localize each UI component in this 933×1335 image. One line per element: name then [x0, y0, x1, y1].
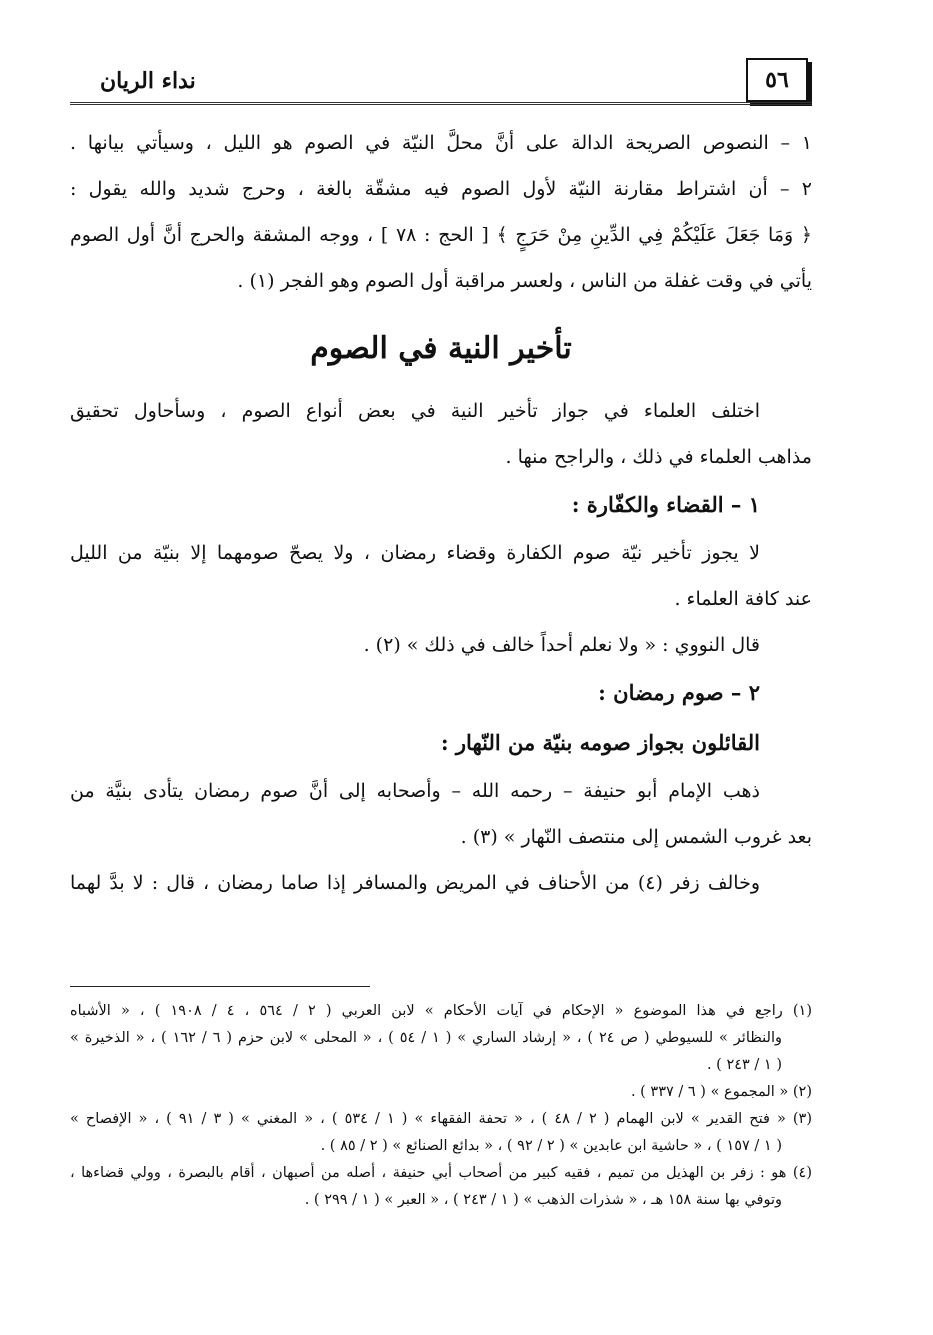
footnote-1-line: والنظائر » للسيوطي ( ص ٢٤ ) ، « إرشاد الساري » ( ١ / ٥٤ ) ، « المحلى » لابن حزم ( ٦ / ١٦٢ ) ، « الذخيرة » [70, 1030, 782, 1046]
page-number: ٥٦ [746, 58, 808, 102]
running-title: نداء الريان [100, 68, 196, 94]
body-line: عند كافة العلماء . [674, 588, 812, 610]
main-text [70, 120, 812, 906]
header-rule [70, 102, 812, 105]
intro-line: اختلف العلماء في جواز تأخير النية في بعض أنواع الصوم ، وسأحاول تحقيق [70, 400, 760, 422]
footnote-1-line: ( ١ / ٢٤٣ ) . [706, 1057, 782, 1073]
body-line: يأتي في وقت غفلة من الناس ، ولعسر مراقبة أول الصوم وهو الفجر (١) . [237, 270, 812, 292]
footnote-3-line: (٣) « فتح القدير » لابن الهمام ( ٢ / ٤٨ ) ، « تحفة الفقهاء » ( ١ / ٥٣٤ ) ، « المغني » ( ٣ / ٩١ ) ، « الإفصاح » [70, 1111, 812, 1127]
intro-line: مذاهب العلماء في ذلك ، والراجح منها . [505, 446, 812, 468]
nawawi-quote: قال النووي : « ولا نعلم أحداً خالف في ذلك » (٢) . [363, 634, 760, 656]
footnote-4-line: وتوفي بها سنة ١٥٨ هـ ، « شذرات الذهب » ( ١ / ٢٤٣ ) ، « العبر » ( ١ / ٢٩٩ ) . [304, 1192, 782, 1208]
footnotes [70, 998, 812, 1214]
book-page [70, 58, 812, 1298]
body-line: ﴿ وَمَا جَعَلَ عَلَيْكُمْ فِي الدِّينِ مِنْ حَرَجٍ ﴾ [ الحج : ٧٨ ] ، ووجه المشقة والحرج أنَّ أول الصوم [70, 224, 812, 246]
body-line: لا يجوز تأخير نيّة صوم الكفارة وقضاء رمضان ، ولا يصحّ صومهما إلا بنيّة من الليل [70, 542, 760, 564]
subheading-ramadan: ٢ – صوم رمضان : [598, 680, 760, 705]
section-title: تأخير النية في الصوم [310, 331, 572, 366]
running-header [70, 58, 812, 104]
body-line: ذهب الإمام أبو حنيفة – رحمه الله – وأصحابه إلى أنَّ صوم رمضان يتأدى بنيَّة من [70, 780, 760, 802]
footnote-3-line: ( ١ / ١٥٧ ) ، « حاشية ابن عابدين » ( ٢ / ٩٢ ) ، « بدائع الصنائع » ( ٢ / ٨٥ ) . [320, 1138, 782, 1154]
footnote-1-line: (١) راجع في هذا الموضوع « الإحكام في آيات الأحكام » لابن العربي ( ٢ / ٥٦٤ ، ٤ / ١٩٠٨ ) ، « الأشباه [70, 1003, 812, 1019]
body-line: بعد غروب الشمس إلى منتصف النّهار » (٣) . [460, 826, 812, 848]
footnote-2-line: (٢) « المجموع » ( ٦ / ٣٣٧ ) . [630, 1084, 812, 1100]
footnote-4-line: (٤) هو : زفر بن الهذيل من تميم ، فقيه كبير من أصحاب أبي حنيفة ، أصله من أصبهان ، أقام بالبصرة ، وولي قضاءها ، [70, 1165, 812, 1181]
subheading-day-intention: القائلون بجواز صومه بنيّة من النّهار : [440, 730, 760, 755]
subheading-qada-kaffara: ١ – القضاء والكفّارة : [571, 492, 760, 517]
body-line: وخالف زفر (٤) من الأحناف في المريض والمسافر إذا صاما رمضان ، قال : لا بدَّ لهما [70, 872, 760, 894]
body-line: ١ – النصوص الصريحة الدالة على أنَّ محلَّ النيّة في الصوم هو الليل ، وسيأتي بيانها . [70, 132, 812, 154]
body-line: ٢ – أن اشتراط مقارنة النيّة لأول الصوم فيه مشقّة بالغة ، وحرج شديد والله يقول : [70, 178, 812, 200]
footnote-separator [70, 986, 370, 987]
